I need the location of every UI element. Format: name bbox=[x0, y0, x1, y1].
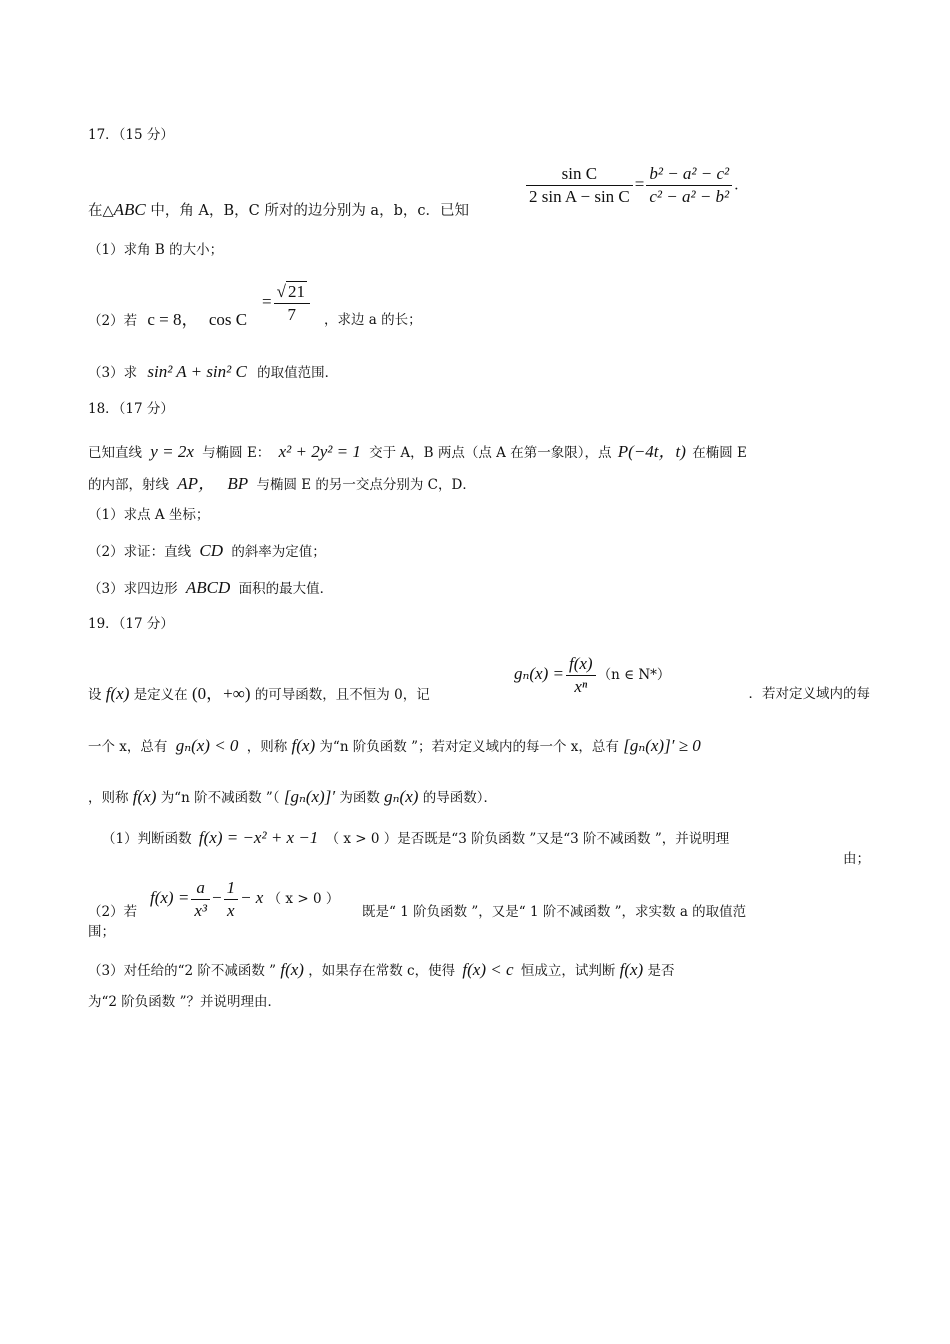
q19-line2-b: ，则称 bbox=[246, 739, 288, 755]
q18-part3-prefix: （3）求四边形 bbox=[88, 581, 178, 597]
q17-part2-equals: = bbox=[262, 292, 272, 311]
q17-stem bbox=[88, 164, 870, 220]
q17-triangle-abc: ABC bbox=[113, 200, 146, 219]
q19-line1-c: 的可导函数，且不恒为 0，记 bbox=[254, 687, 430, 703]
q18-line1-c: 交于 A，B 两点（点 A 在第一象限），点 bbox=[369, 445, 612, 461]
sqrt-icon: √ bbox=[276, 282, 286, 301]
q19-part3-inequality: f(x) < c bbox=[462, 960, 514, 979]
q18-part1: （1）求点 A 坐标； bbox=[88, 507, 210, 523]
q18-ray-ap: AP， bbox=[177, 474, 216, 493]
q19-g-num: f(x) bbox=[566, 654, 596, 676]
q17-part2-sqrt-value: 21 bbox=[287, 282, 305, 301]
q17-part3-prefix: （3）求 bbox=[88, 365, 138, 381]
q19-line3-f: f(x) bbox=[132, 787, 157, 806]
q18-line1 bbox=[88, 442, 870, 463]
q19-line1-b: 是定义在 bbox=[133, 687, 188, 703]
q19-part2-function bbox=[150, 878, 339, 921]
q19-part1-condition: （ x > 0 ） bbox=[325, 831, 398, 847]
q19-part1-b: 是否既是“3 阶负函数 ”又是“3 阶不减函数 ”，并说明理 bbox=[397, 831, 730, 847]
q19-line3 bbox=[88, 787, 870, 808]
q19-part1-function: f(x) = −x² + x −1 bbox=[198, 828, 319, 847]
q19-part3 bbox=[88, 960, 870, 981]
q17-part3 bbox=[88, 362, 870, 383]
q18-part3-suffix: 面积的最大值． bbox=[238, 581, 334, 597]
q19-line2 bbox=[88, 736, 870, 757]
q17-cond-end: ． bbox=[734, 177, 749, 194]
q18-line1-d: 在椭圆 E bbox=[692, 445, 747, 461]
q18-line1-b: 与椭圆 E： bbox=[202, 445, 271, 461]
q19-g-definition bbox=[514, 654, 670, 697]
q17-cond-rhs-den: c² − a² − b² bbox=[649, 187, 730, 206]
q18-ray-bp: BP bbox=[227, 474, 249, 493]
q19-part2-condition: （ x > 0 ） bbox=[267, 891, 340, 907]
q19-part3-end: 为“2 阶负函数 ”？并说明理由． bbox=[88, 994, 281, 1010]
q19-n-condition: （n ∈ N*） bbox=[597, 667, 671, 683]
q19-line1 bbox=[88, 650, 870, 706]
q18-part3 bbox=[88, 578, 870, 599]
q18-line2-b: 与椭圆 E 的另一交点分别为 C，D． bbox=[256, 477, 476, 493]
q18-ellipse-equation: x² + 2y² = 1 bbox=[278, 442, 361, 461]
q17-cond-rhs-num: b² − a² − c² bbox=[646, 164, 732, 186]
q19-line1-d: ．若对定义域内的每 bbox=[748, 686, 870, 702]
q17-stem-prefix: 在△ bbox=[88, 203, 114, 219]
q17-part3-suffix: 的取值范围． bbox=[257, 365, 339, 381]
q19-part3-f2: f(x) bbox=[619, 960, 644, 979]
q19-line1-a: 设 bbox=[88, 687, 102, 703]
q19-part2-f: f(x) = bbox=[150, 888, 190, 907]
q19-line3-d: 的导函数）． bbox=[422, 790, 497, 806]
q19-line3-b: 为“n 阶不减函数 ”（ bbox=[160, 790, 280, 806]
q19-part2-minus: − bbox=[211, 888, 222, 907]
q18-line2 bbox=[88, 474, 870, 495]
q19-g-den: xⁿ bbox=[574, 677, 588, 696]
q19-line2-a: 一个 x，总有 bbox=[88, 739, 168, 755]
q17-part2-prefix: （2）若 bbox=[88, 313, 138, 329]
q19-line3-c: 为函数 bbox=[339, 790, 380, 806]
q19-part2-b: 既是“ 1 阶负函数 ”，又是“ 1 阶不减函数 ”，求实数 a 的取值范 bbox=[362, 904, 747, 920]
q17-part3-expr: sin² A + sin² C bbox=[147, 362, 247, 381]
q19-derivative: [gₙ(x)]′ bbox=[283, 787, 336, 806]
q18-point-p: P(−4t，t) bbox=[617, 442, 686, 461]
q19-part1-end: 由； bbox=[843, 851, 870, 867]
q19-domain: (0，+∞) bbox=[191, 684, 251, 703]
q18-line-equation: y = 2x bbox=[150, 442, 194, 461]
q17-stem-mid: 中，角 A，B，C 所对的边分别为 a，b，c．已知 bbox=[145, 203, 469, 219]
q17-cond-lhs-den: 2 sin A − sin C bbox=[529, 187, 630, 206]
q17-header: 17．（15 分） bbox=[88, 127, 174, 143]
q17-part2-den: 7 bbox=[287, 305, 297, 324]
q19-part1 bbox=[102, 828, 870, 849]
q17-cond-lhs-fraction bbox=[526, 164, 633, 207]
q18-part2 bbox=[88, 541, 870, 562]
q19-header: 19．（17 分） bbox=[88, 616, 174, 632]
q19-negative-condition: gₙ(x) < 0 bbox=[175, 736, 239, 755]
q19-line3-g: gₙ(x) bbox=[384, 787, 419, 806]
q19-part3-f: f(x) bbox=[280, 960, 304, 979]
q18-quadrilateral-abcd: ABCD bbox=[185, 578, 231, 597]
q19-line1-f: f(x) bbox=[105, 684, 130, 703]
q18-part2-prefix: （2）求证：直线 bbox=[88, 544, 192, 560]
q18-line2-a: 的内部，射线 bbox=[88, 477, 169, 493]
q19-part3-d: 是否 bbox=[647, 963, 675, 979]
q19-part2-den2: x bbox=[227, 901, 235, 920]
q17-part2-suffix: ，求边 a 的长； bbox=[324, 312, 422, 328]
q19-part2-a: （2）若 bbox=[88, 904, 138, 920]
q19-part2-num2: 1 bbox=[224, 878, 239, 900]
q19-part1-a: （1）判断函数 bbox=[102, 831, 192, 847]
q17-cond-rhs-fraction bbox=[646, 164, 732, 207]
q19-part3-b: ，如果存在常数 c，使得 bbox=[308, 963, 456, 979]
q17-part2-c-value: c = 8， bbox=[147, 310, 199, 329]
q17-part2 bbox=[88, 282, 870, 334]
q18-line1-a: 已知直线 bbox=[88, 445, 142, 461]
q19-part3-a: （3）对任给的“2 阶不减函数 ” bbox=[88, 963, 277, 979]
q17-part1: （1）求角 B 的大小； bbox=[88, 242, 224, 258]
q17-cond-lhs-num: sin C bbox=[526, 164, 633, 186]
q19-nondecreasing-condition: [gₙ(x)]′ ≥ 0 bbox=[623, 736, 701, 755]
q19-line3-a: ，则称 bbox=[88, 790, 129, 806]
q19-part3-c: 恒成立，试判断 bbox=[520, 963, 616, 979]
q19-part2-end: 围； bbox=[88, 924, 115, 940]
q19-g-lhs: gₙ(x) = bbox=[514, 664, 564, 683]
q19-part2-den1: x³ bbox=[194, 901, 207, 920]
q19-line2-f: f(x) bbox=[291, 736, 316, 755]
q18-line-cd: CD bbox=[199, 541, 224, 560]
q19-part2-rest: − x bbox=[240, 888, 264, 907]
q18-header: 18．（17 分） bbox=[88, 401, 174, 417]
q17-part2-fraction bbox=[262, 282, 312, 325]
q17-condition-equation: $\frac{\text{sin C}}{\text{2 sin A − sin C}}$ = $\frac{\text{b² − a² − c²}}{\text{c² − a² − b²}}$ ． bbox=[524, 164, 749, 207]
q17-part2-cos-c: cos C bbox=[208, 310, 248, 329]
q19-line2-c: 为“n 阶负函数 ”；若对定义域内的每一个 x，总有 bbox=[319, 739, 619, 755]
q18-part2-suffix: 的斜率为定值； bbox=[231, 544, 326, 560]
q19-part2-num1: a bbox=[191, 878, 210, 900]
